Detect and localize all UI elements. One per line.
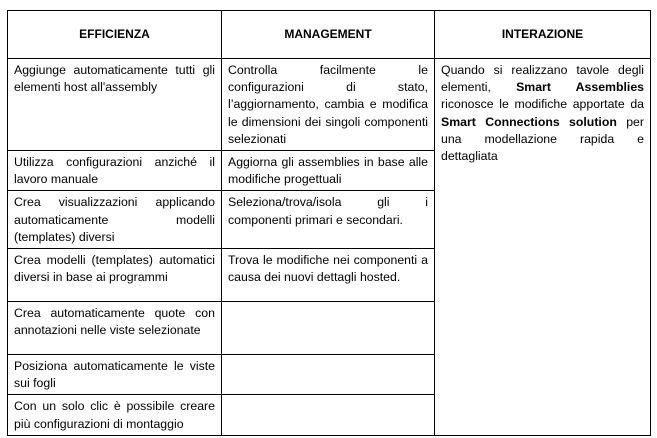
efficienza-cell: Crea automaticamente quote con annotazioni nelle viste selezionate bbox=[8, 302, 222, 355]
interazione-text: per una modellazione rapida e dettagliata bbox=[441, 114, 644, 164]
interazione-bold-smart-assemblies: Smart Assemblies bbox=[516, 80, 644, 95]
management-cell: Controlla facilmente le configurazioni di stato, l’aggiornamento, cambia e modifica le dimensioni dei singoli componenti selezionati bbox=[222, 59, 435, 151]
interazione-text: Quando si realizzano tavole degli elementi, bbox=[441, 63, 644, 95]
management-cell: Aggiorna gli assemblies in base alle modifiche progettuali bbox=[222, 151, 435, 191]
interazione-cell bbox=[435, 59, 651, 436]
management-cell-empty bbox=[222, 302, 435, 355]
efficienza-cell: Crea modelli (templates) automatici diversi in base ai programmi bbox=[8, 249, 222, 302]
interazione-bold-smart-connections: Smart Connections solution bbox=[441, 114, 617, 129]
efficienza-cell: Posiziona automaticamente le viste sui fogli bbox=[8, 355, 222, 395]
management-cell: Trova le modifiche nei componenti a causa dei nuovi dettagli hosted. bbox=[222, 249, 435, 302]
efficienza-cell: Aggiunge automaticamente tutti gli elementi host all'assembly bbox=[8, 59, 222, 151]
management-cell-empty bbox=[222, 355, 435, 395]
header-row bbox=[8, 11, 651, 59]
header-interazione: INTERAZIONE bbox=[435, 11, 651, 59]
efficienza-cell: Con un solo clic è possibile creare più configurazioni di montaggio bbox=[8, 395, 222, 435]
table-row bbox=[8, 59, 651, 151]
header-efficienza: EFFICIENZA bbox=[8, 11, 222, 59]
header-management: MANAGEMENT bbox=[222, 11, 435, 59]
management-cell-empty bbox=[222, 395, 435, 435]
interazione-text: riconosce le modifiche apportate da bbox=[441, 97, 644, 112]
efficienza-cell: Utilizza configurazioni anziché il lavoro manuale bbox=[8, 151, 222, 191]
feature-table bbox=[7, 10, 651, 436]
efficienza-cell: Crea visualizzazioni applicando automaticamente modelli (templates) diversi bbox=[8, 191, 222, 249]
management-cell: Seleziona/trova/isola gli i componenti primari e secondari. bbox=[222, 191, 435, 249]
